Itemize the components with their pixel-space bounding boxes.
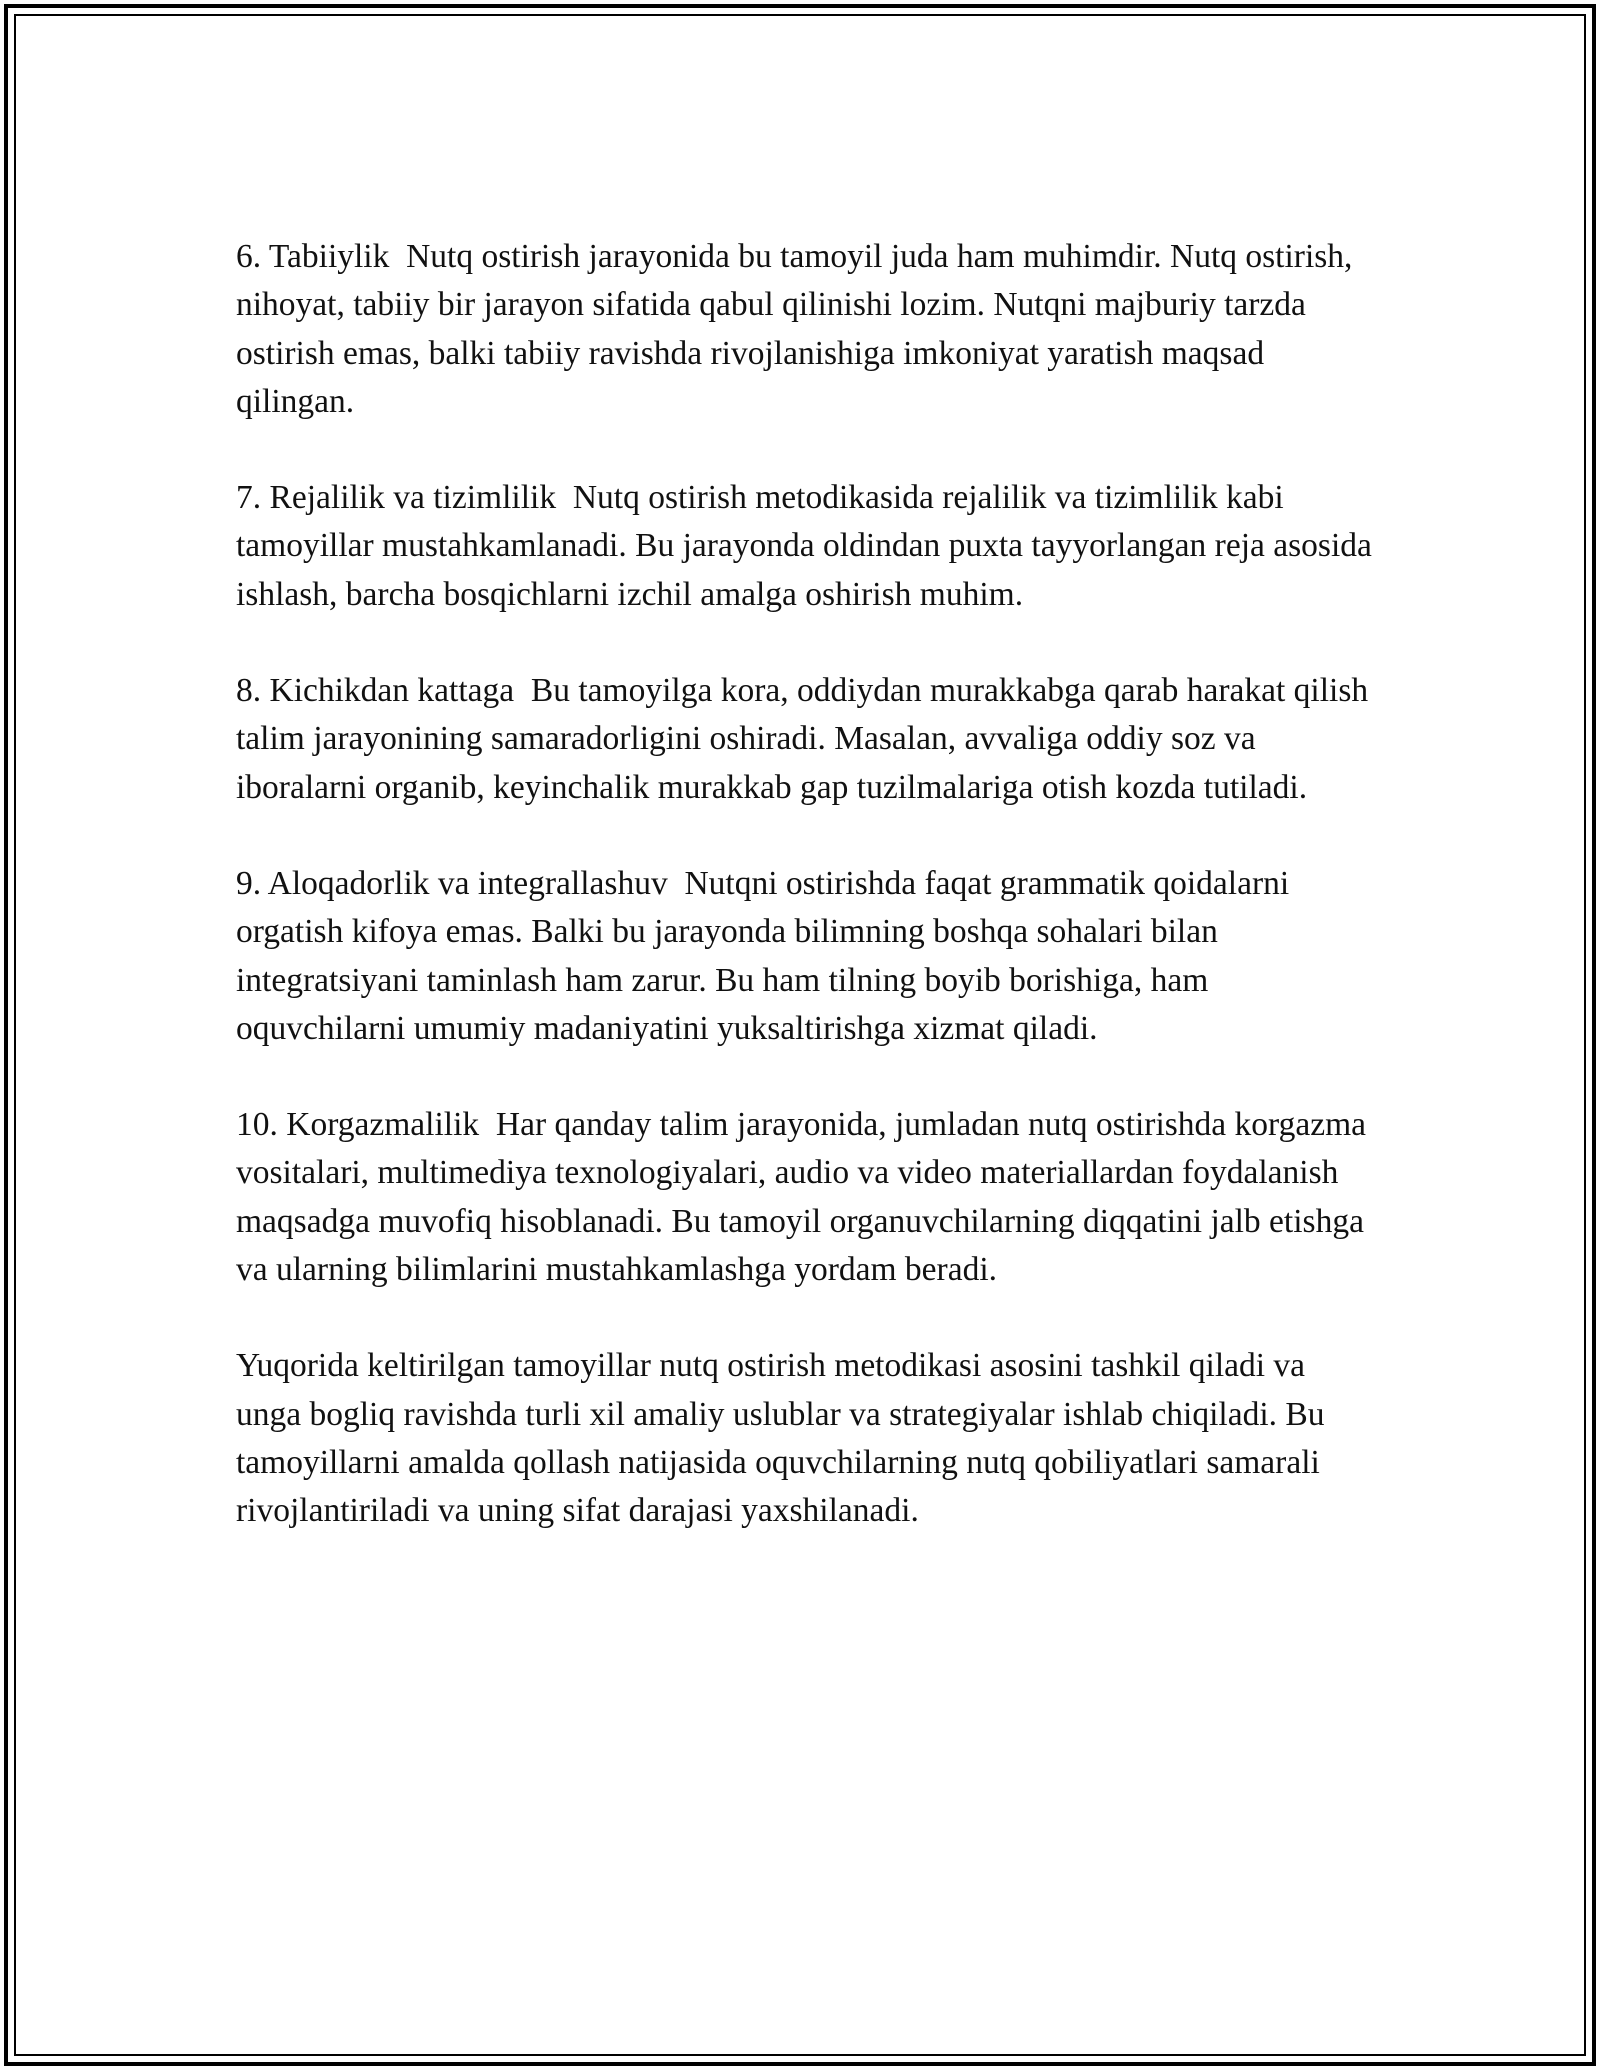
paragraph-korgazmalilik: 10. Korgazmalilik Har qanday talim jarayonida, jumladan nutq ostirishda korgazma vositalari, multimediya texnologiyalari, audio va video materiallardan foydalanish maqsadga muvofiq hisoblanadi. Bu tamoyil organuvchilarning diqqatini jalb etishga va ularning bilimlarini mustahkamlashga yordam beradi. xyxy=(236,1106,1375,1289)
paragraph-tabiiylik: 6. Tabiiylik Nutq ostirish jarayonida bu tamoyil juda ham muhimdir. Nutq ostirish, nihoyat, tabiiy bir jarayon sifatida qabul qilinishi lozim. Nutqni majburiy tarzda ostirish emas, balki tabiiy ravishda rivojlanishiga imkoniyat yaratish maqsad qilingan. xyxy=(236,238,1361,420)
paragraph-rejalilik: 7. Rejalilik va tizimlilik Nutq ostirish metodikasida rejalilik va tizimlilik kabi tamoyillar mustahkamlanadi. Bu jarayonda oldindan puxta tayyorlangan reja asosida ishlash, barcha bosqichlarni izchil amalga oshirish muhim. xyxy=(236,479,1381,613)
document-body xyxy=(236,233,1381,1536)
paragraph-conclusion: Yuqorida keltirilgan tamoyillar nutq ostirish metodikasi asosini tashkil qiladi va unga bogliq ravishda turli xil amaliy uslublar va strategiyalar ishlab chiqiladi. Bu tamoyillarni amalda qollash natijasida oquvchilarning nutq qobiliyatlari samarali rivojlantiriladi va uning sifat darajasi yaxshilanadi. xyxy=(236,1347,1333,1530)
paragraph-kichikdan-kattaga: 8. Kichikdan kattaga Bu tamoyilga kora, oddiydan murakkabga qarab harakat qilish talim jarayonining samaradorligini oshiradi. Masalan, avvaliga oddiy soz va iboralarni organib, keyinchalik murakkab gap tuzilmalariga otish kozda tutiladi. xyxy=(236,672,1377,806)
paragraph-aloqadorlik: 9. Aloqadorlik va integrallashuv Nutqni ostirishda faqat grammatik qoidalarni orgatish kifoya emas. Balki bu jarayonda bilimning boshqa sohalari bilan integratsiyani taminlash ham zarur. Bu ham tilning boyib borishiga, ham oquvchilarni umumiy madaniyatini yuksaltirishga xizmat qiladi. xyxy=(236,864,1298,1047)
